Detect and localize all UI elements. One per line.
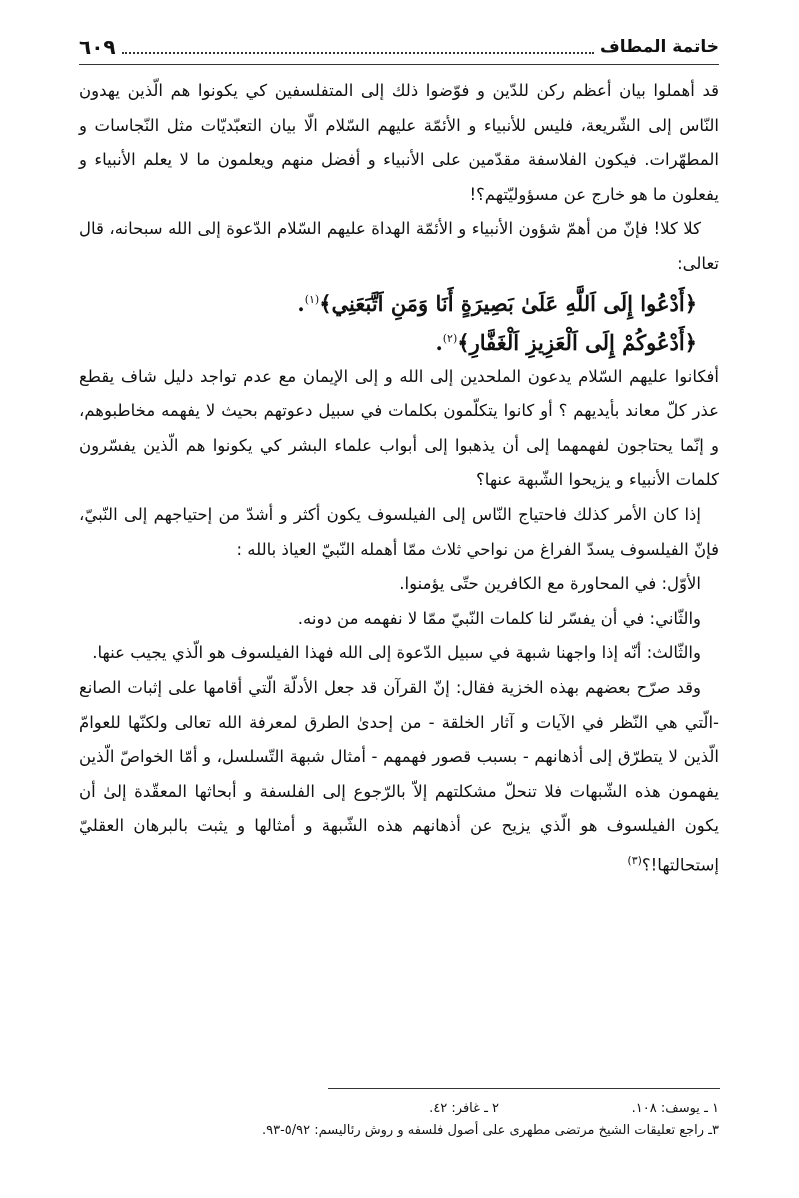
page-header: [79, 30, 719, 65]
paragraph: إذا كان الأمر كذلك فاحتياج النّاس إلى الفيلسوف يكون أكثر و أشدّ من إحتياجهم إلى النّبيّ، فإنّ الفيلسوف يسدّ الفراغ من نواحي ثلاث ممّا أهمله النّبيّ العياذ بالله :: [79, 504, 719, 559]
footnote: ١ ـ يوسف: ١٠٨.: [631, 1101, 719, 1116]
footnote: ٣ـ راجع تعليقات الشيخ مرتضى مطهرى على أصول فلسفه و روش رئاليسم: ٥/٩٢-٩٣.: [261, 1123, 719, 1138]
footnotes: [79, 1098, 719, 1142]
footnote-ref: (٣): [627, 853, 642, 867]
main-text: [79, 74, 719, 883]
list-item-first: الأوّل: في المحاورة مع الكافرين حتّى يؤمنوا.: [399, 574, 701, 594]
paragraph-text: وقد صرّح بعضهم بهذه الخزية فقال: إنّ القرآن قد جعل الأدلّة الّتي أقامها على إثبات الصانع -الّتي هي النّظر في الآيات و آثار الخلقة - من إحدىٰ الطرق لمعرفة الله تعالى ولكنّها للعوامّ الّذين لا يتطرّق إلى أذهانهم - بسبب قصور فهمهم - أمثال شبهة التّسلسل، و أمّا الخواصّ الّذين يفهمون هذه الشّبهات فلا تنحلّ مشكلتهم إلاّ بالرّجوع إلى الفلسفة و أبحاثها المعقّدة إلىٰ أن يكون الفيلسوف هو الّذي يزيح عن أذهانهم هذه الشّبهة و أمثالها و يثبت بالبرهان العقليّ إستحالتها!؟: [79, 677, 719, 875]
list-item-third: والثّالث: أنّه إذا واجهنا شبهة في سبيل الدّعوة إلى الله فهذا الفيلسوف هو الّذي يجيب عنها.: [92, 643, 701, 663]
paragraph: أفكانوا عليهم السّلام يدعون الملحدين إلى الله و إلى الإيمان مع عدم تواجد دليل شاف يقطع عذر كلّ معاند بأيديهم ؟ أو كانوا يتكلّمون بكلمات في سبيل دعوتهم بحيث لا يفهمه مخاطبوهم، و إنّما يحتاجون لفهمهما إلى أن يذهبوا إلى أبواب علماء البشر كي يكونوا هم الّذين يفسّرون كلمات الأنبياء و يزيحوا الشّبهة عنها؟: [79, 366, 719, 490]
leader-dots: [122, 40, 594, 54]
verse-text: ﴿أَدْعُوكُمْ إِلَى اَلْعَزِيزِ اَلْغَفَّارِ﴾: [457, 329, 697, 355]
paragraph: كلا كلا! فإنّ من أهمّ شؤون الأنبياء و الأئمّة الهداة عليهم السّلام الدّعوة إلى الله سبحانه، قال تعالى:: [79, 219, 719, 273]
paragraph: [79, 671, 719, 883]
footnote-divider: [328, 1088, 720, 1089]
footnote-ref: (٢): [442, 331, 458, 345]
list-item-second: والثّاني: في أن يفسّر لنا كلمات النّبيّ ممّا لا نفهمه من دونه.: [297, 608, 701, 628]
footnote: ٢ ـ غافر: ٤٢.: [429, 1101, 499, 1116]
paragraph: قد أهملوا بيان أعظم ركن للدّين و فوّضوا ذلك إلى المتفلسفين كي يكونوا هم الّذين يهدون النّاس إلى الشّريعة، فليس للأنبياء و الأئمّة عليهم السّلام الّا بيان التعبّديّات مثل النّجاسات و المطهّرات. فيكون الفلاسفة مقدّمين على الأنبياء و أفضل منهم ويعلمون ما لا يعلم الأنبياء و يفعلون ما هو خارج عن مسؤوليّتهم؟!: [79, 81, 719, 204]
page-number: ٦٠٩: [79, 35, 116, 59]
verse-end: .: [435, 329, 443, 355]
footnote-ref: (١): [304, 292, 320, 306]
verse-end: .: [297, 290, 305, 316]
quran-verse: [79, 321, 719, 360]
quran-verse: [79, 282, 719, 321]
footnote-row: [79, 1098, 719, 1120]
running-title: خاتمة المطاف: [600, 37, 719, 57]
verse-text: ﴿أَدْعُوا إِلَى اَللَّهِ عَلَىٰ بَصِيرَةٍ أَنَا وَمَنِ اَتَّبَعَنِي﴾: [319, 290, 697, 316]
